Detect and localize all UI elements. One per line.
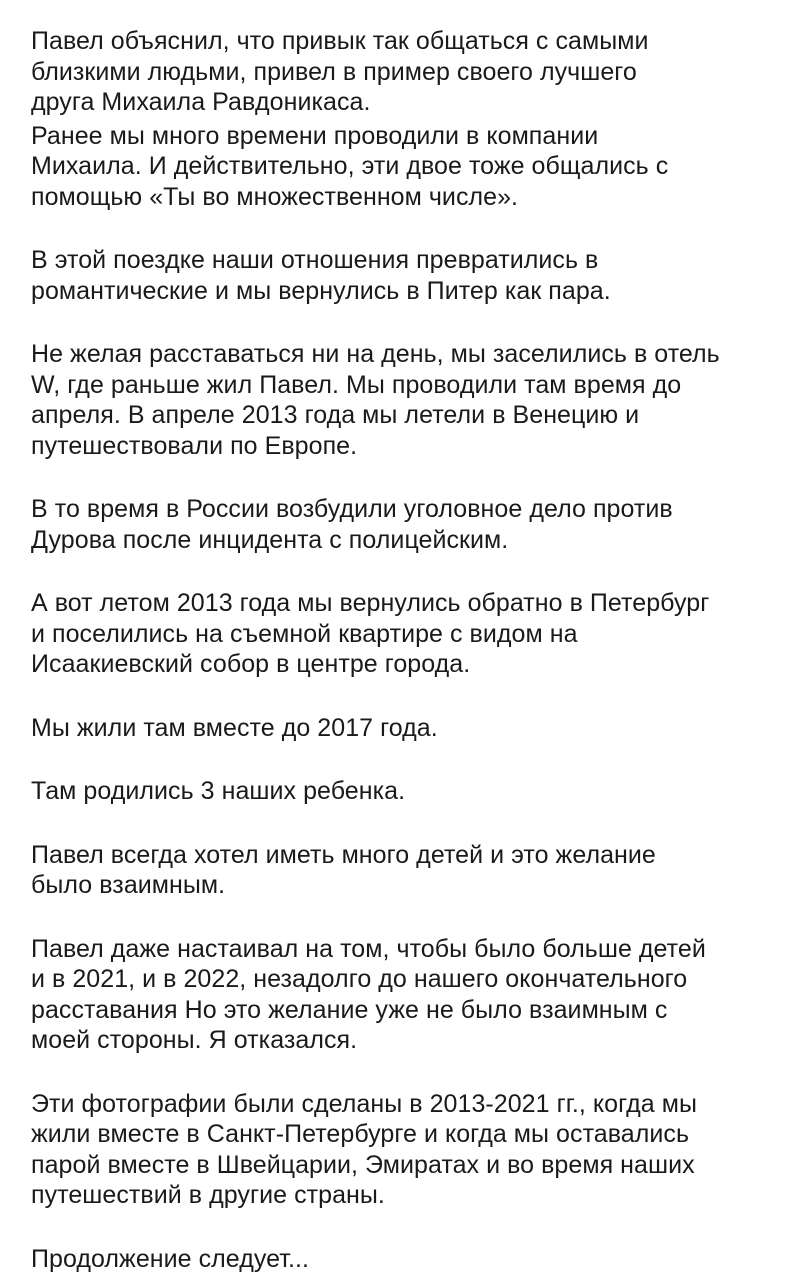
paragraph-spacer	[31, 743, 776, 776]
text-line: Исаакиевский собор в центре города.	[31, 650, 471, 678]
paragraph-spacer	[31, 807, 776, 840]
text-line: Ранее мы много времени проводили в компании	[31, 121, 599, 150]
text-line: А вот летом 2013 года мы вернулись обратно в Петербург	[31, 589, 710, 617]
paragraph-3	[31, 245, 776, 306]
paragraph-6	[31, 588, 776, 680]
text-line: расставания Но это желание уже не было взаимным с	[31, 995, 668, 1024]
paragraph-spacer	[31, 306, 776, 339]
text-line: друга Михаила Равдоникаса.	[31, 88, 371, 116]
text-line: помощью «Ты во множественном числе».	[31, 182, 519, 211]
paragraph-8	[31, 776, 776, 807]
text-line: Павел всегда хотел иметь много детей и это желание	[31, 840, 656, 869]
text-line: апреля. В апреле 2013 года мы летели в Венецию и	[31, 401, 640, 429]
text-line: В этой поездке наши отношения превратились в	[31, 246, 599, 274]
text-line: было взаимным.	[31, 871, 226, 899]
paragraph-11	[31, 1089, 776, 1211]
text-line: путешествий в другие страны.	[31, 1181, 385, 1209]
paragraph-spacer	[31, 1211, 776, 1244]
text-line: моей стороны. Я отказался.	[31, 1026, 358, 1054]
text-line: Продолжение следует...	[31, 1244, 309, 1273]
text-line: Павел даже настаивал на том, чтобы было больше детей	[31, 934, 706, 963]
paragraph-7	[31, 713, 776, 744]
text-line: и в 2021, и в 2022, незадолго до нашего окончательного	[31, 965, 688, 993]
text-line: путешествовали по Европе.	[31, 431, 358, 460]
paragraph-spacer	[31, 461, 776, 494]
text-line: Михаила. И действительно, эти двое тоже общались с	[31, 152, 669, 180]
text-line: близкими людьми, привел в пример своего лучшего	[31, 57, 637, 86]
text-line: Дурова после инцидента с полицейским.	[31, 525, 509, 554]
paragraph-5	[31, 494, 776, 555]
paragraph-9	[31, 840, 776, 901]
paragraph-spacer	[31, 901, 776, 934]
paragraph-12	[31, 1244, 776, 1275]
text-line: W, где раньше жил Павел. Мы проводили там время до	[31, 370, 682, 399]
paragraph-spacer	[31, 680, 776, 713]
document-body	[31, 26, 776, 1274]
text-line: Там родились 3 наших ребенка.	[31, 777, 406, 805]
paragraph-spacer	[31, 555, 776, 588]
paragraph-10	[31, 934, 776, 1056]
text-line: и поселились на съемной квартире с видом на	[31, 619, 578, 648]
text-line: Мы жили там вместе до 2017 года.	[31, 713, 438, 742]
text-line: жили вместе в Санкт-Петербурге и когда мы оставались	[31, 1120, 690, 1148]
text-line: парой вместе в Швейцарии, Эмиратах и во время наших	[31, 1150, 695, 1179]
paragraph-spacer	[31, 212, 776, 245]
paragraph-4	[31, 339, 776, 461]
paragraph-1	[31, 26, 776, 118]
text-line: В то время в России возбудили уголовное дело против	[31, 495, 673, 523]
text-line: романтические и мы вернулись в Питер как пара.	[31, 276, 611, 305]
paragraph-2	[31, 121, 776, 213]
text-line: Эти фотографии были сделаны в 2013-2021 гг., когда мы	[31, 1089, 697, 1118]
text-line: Павел объяснил, что привык так общаться с самыми	[31, 27, 649, 55]
text-line: Не желая расставаться ни на день, мы заселились в отель	[31, 340, 720, 368]
paragraph-spacer	[31, 1056, 776, 1089]
